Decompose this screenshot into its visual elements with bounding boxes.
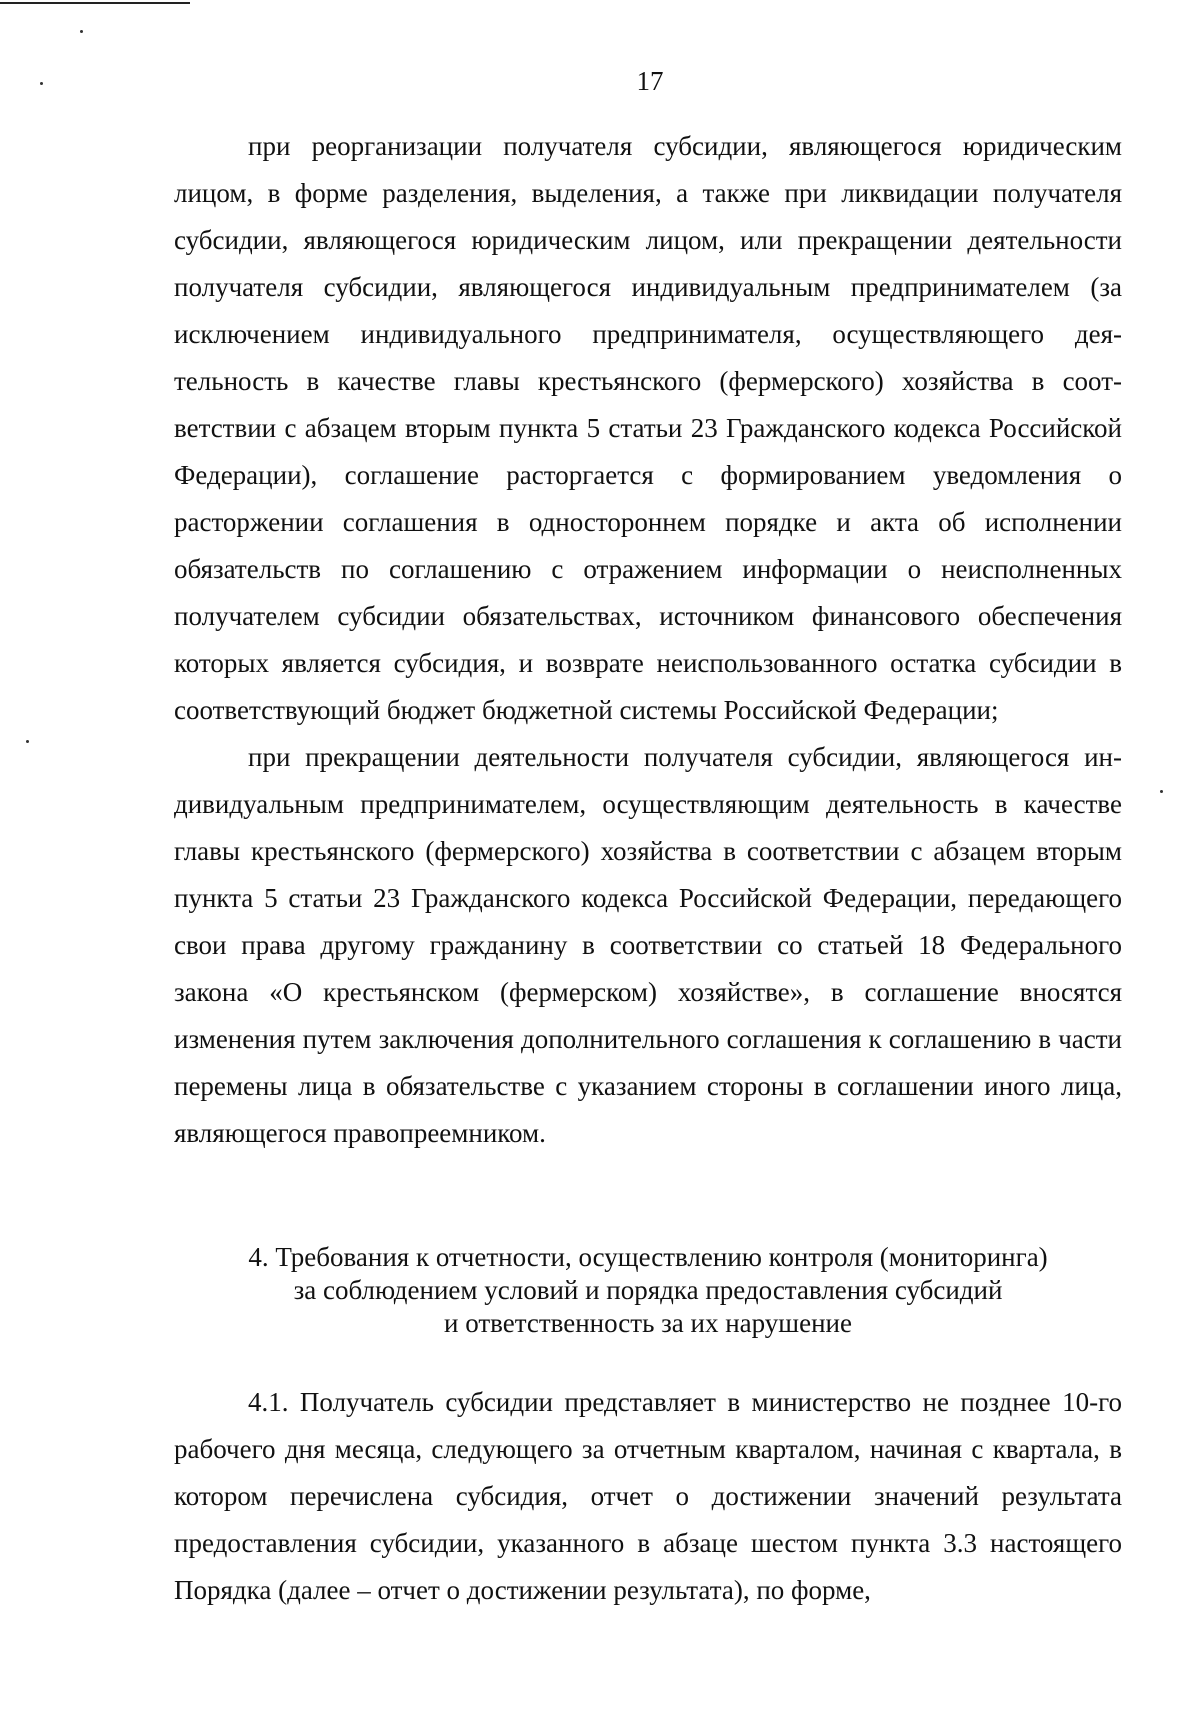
- scan-speck: [80, 30, 83, 33]
- page-number: 17: [636, 66, 664, 96]
- scan-edge-rule: [0, 2, 190, 4]
- section-heading-line: за соблюдением условий и порядка предоставления субсидий: [293, 1275, 1003, 1305]
- paragraph-reorganization: при реорганизации получателя субсидии, являющегося юридическим лицом, в форме разделения, выделения, а также при ликвидации получателя субсидии, являющегося юридическим лицом, или прекращении деятельности получателя субсидии, являющегося индивидуальным предпринимателем (за исключением индивидуального предпринимателя, осуществляющего деятельность в качестве главы крестьянского (фермерского) хозяйства в соответствии с абзацем вторым пункта 5 статьи 23 Гражданского кодекса Российской Федерации), соглашение расторгается с формированием уведомления о расторжении соглашения в одностороннем порядке и акта об исполнении обязательств по соглашению с отражением информации о неисполненных получателем субсидии обязательствах, источником финансового обеспечения которых является субсидия, и возврате неиспользованного остатка субсидии в соответствующий бюджет бюджетной системы Российской Федерации;: [174, 131, 1122, 725]
- section-heading-line: и ответственность за их нарушение: [444, 1308, 852, 1338]
- scan-speck: [1160, 790, 1163, 793]
- body-text-section-4: [174, 1379, 1122, 1614]
- section-heading-line: 4. Требования к отчетности, осуществлению контроля (мониторинга): [248, 1242, 1048, 1272]
- paragraph-4-1: 4.1. Получатель субсидии представляет в министерство не позднее 10-го рабочего дня месяца, следующего за отчетным кварталом, начиная с квартала, в котором перечислена субсидия, отчет о достижении значений результата предоставления субсидии, указанного в абзаце шестом пункта 3.3 настоящего Порядка (далее – отчет о достижении результата), по форме,: [174, 1387, 1122, 1605]
- section-heading: [174, 1241, 1122, 1340]
- body-text: [174, 123, 1122, 1157]
- paragraph-termination: при прекращении деятельности получателя субсидии, являющегося индивидуальным предпринимателем, осуществляющим деятельность в качестве главы крестьянского (фермерского) хозяйства в соответствии с абзацем вторым пункта 5 статьи 23 Гражданского кодекса Российской Федерации, передающего свои права другому гражданину в соответствии со статьей 18 Федерального закона «О крестьянском (фермерском) хозяйстве», в соглашение вносятся изменения путем заключения дополнительного соглашения к соглашению в части перемены лица в обязательстве с указанием стороны в соглашении иного лица, являющегося правопреемником.: [174, 742, 1122, 1148]
- scan-speck: [26, 740, 29, 743]
